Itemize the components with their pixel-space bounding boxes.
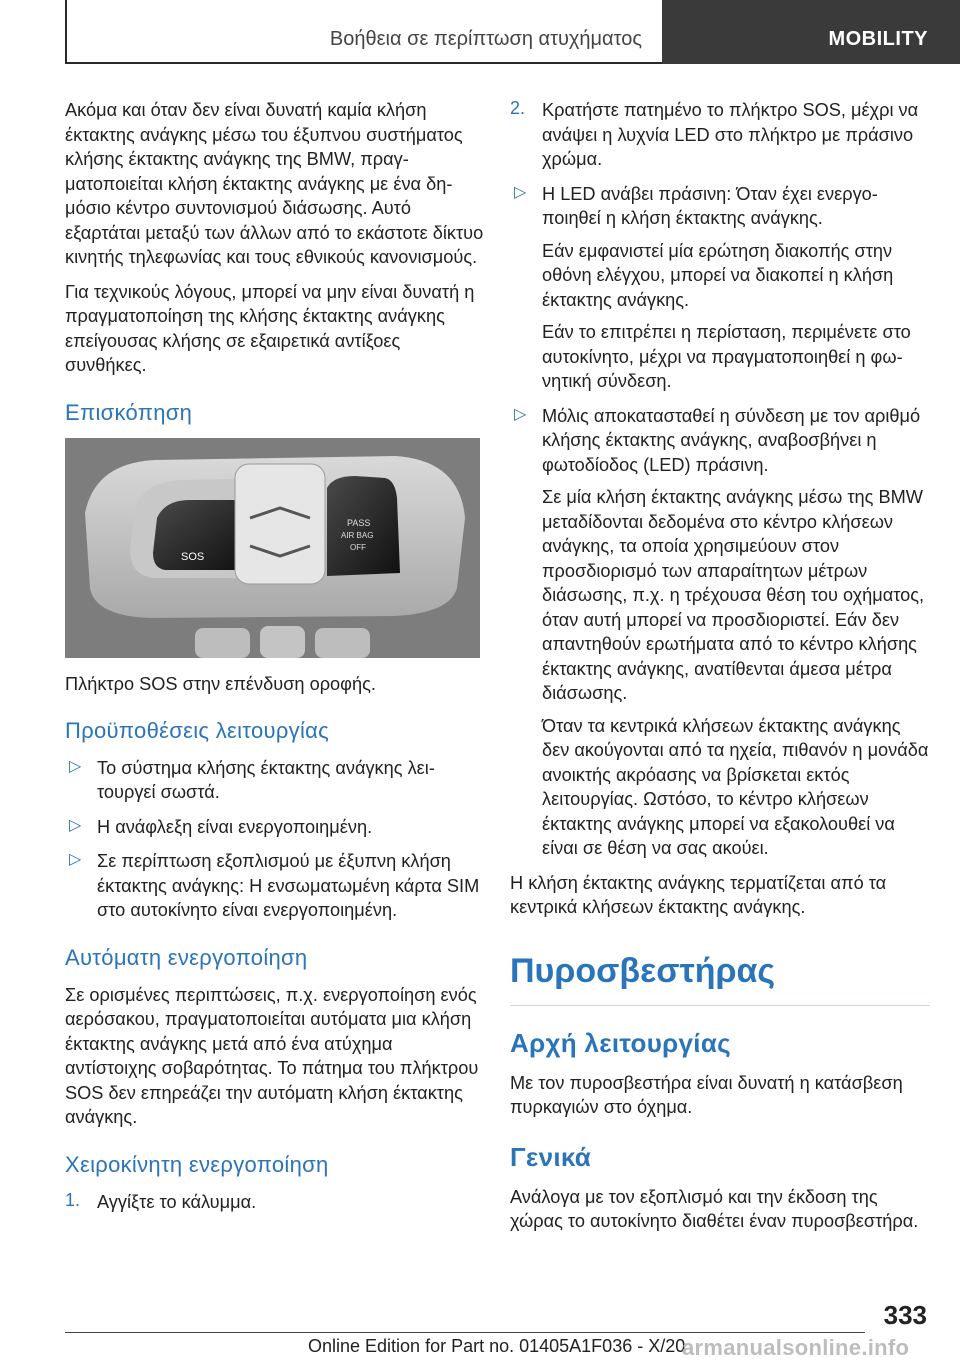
triangle-right-icon: ▷ bbox=[514, 405, 527, 423]
intro-paragraph-1: Ακόμα και όταν δεν είναι δυνατή καμία κλήση έκτακτης ανάγκης μέσω του έξυπνου συστήματος κλήσης έκτακτης ανάγκης της BMW, πραγματοποιείται κλήση έκτακτης ανάγκης με ένα δημόσιο κέντρο συντονισμού διάσωσης. Αυτό εξαρτάται μεταξύ των άλλων από το εκάστοτε δίκτυο κινητής τηλεφωνίας και τους εθνικούς κανονισμούς. bbox=[65, 100, 484, 267]
airbag-label-2: AIR BAG bbox=[341, 530, 374, 540]
heading-extinguisher: Πυροσβεστήρας bbox=[510, 952, 930, 1006]
step-item bbox=[65, 1190, 485, 1215]
heading-general: Γενικά bbox=[510, 1141, 592, 1172]
triangle-right-icon: ▷ bbox=[69, 757, 82, 775]
step-1-text: Αγγίξτε το κάλυμμα. bbox=[97, 1191, 257, 1212]
left-column bbox=[65, 98, 485, 1224]
page-header bbox=[0, 0, 960, 66]
header-frame bbox=[65, 0, 662, 64]
step-item bbox=[510, 98, 930, 172]
speaker-text: Όταν τα κεντρικά κλήσεων έκτακτης ανάγκης δεν ακούγονται από τα ηχεία, πιθανόν η μονάδα ανοικτής ακρόασης να βρίσκεται εκτός λειτουργίας. Ωστόσο, το κέντρο κλήσεων έκτακτης ανάγκης μπορεί να εξακολουθεί να είναι σε θέση να σας ακούει. bbox=[542, 715, 929, 858]
right-column bbox=[510, 98, 930, 1244]
list-item bbox=[65, 849, 485, 923]
triangle-right-icon: ▷ bbox=[69, 851, 82, 868]
list-item bbox=[510, 182, 930, 394]
heading-overview: Επισκόπηση bbox=[65, 399, 193, 425]
heading-prerequisites: Προϋποθέσεις λειτουργίας bbox=[65, 717, 330, 743]
triangle-right-icon: ▷ bbox=[514, 183, 527, 201]
sos-label: SOS bbox=[181, 550, 205, 563]
section-tab-label: MOBILITY bbox=[828, 28, 928, 50]
automatic-text: Σε ορισμένες περιπτώσεις, π.χ. ενεργοποίηση ενός αερόσακου, πραγματοποιείται αυτόματα μια κλήση έκτακτης ανάγκης μετά από ένα ατύχημα αντίστοιχης σοβαρότητας. Το πάτημα του πλήκτρου SOS δεν επηρεάζει την αυτόματη κλήση έκτακτης ανάγκης. bbox=[65, 984, 479, 1127]
step-2-text: Κρατήστε πατημένο το πλήκτρο SOS, μέχρι να ανάψει η λυχνία LED στο πλήκτρο με πράσινο χρώμα. bbox=[542, 100, 919, 169]
list-item bbox=[510, 404, 930, 861]
figure-caption: Πλήκτρο SOS στην επένδυση οροφής. bbox=[65, 673, 376, 694]
principle-text: Με τον πυροσβεστήρα είναι δυνατή η κατάσβεση πυρκαγιών στο όχημα. bbox=[510, 1072, 903, 1117]
prereq-item-1: Το σύστημα κλήσης έκτακτης ανάγκης λειτουργεί σωστά. bbox=[97, 757, 435, 802]
connection-text: Μόλις αποκατασταθεί η σύνδεση με τον αριθμό κλήσης έκτακτης ανάγκης, αναβοσβήνει η φωτοδίοδος (LED) πράσινη. bbox=[542, 405, 921, 475]
cancel-question-text: Εάν εμφανιστεί μία ερώτηση διακοπής στην οθόνη ελέγχου, μπορεί να διακοπεί η κλήση έκτακτης ανάγκης. bbox=[542, 240, 894, 310]
list-item bbox=[65, 756, 485, 805]
heading-manual: Χειροκίνητη ενεργοποίηση bbox=[65, 1151, 329, 1177]
step-number: 2. bbox=[510, 98, 526, 118]
airbag-label-3: OFF bbox=[350, 542, 366, 552]
intro-paragraph-2: Για τεχνικούς λόγους, μπορεί να μην είναι δυνατή η πραγματοποίηση της κλήσης έκτακτης ανάγκης επείγουσας κλήσης σε εξαιρετικά αντίξοες συνθήκες. bbox=[65, 281, 475, 375]
page-number: 333 bbox=[883, 1300, 927, 1330]
step-number: 1. bbox=[65, 1189, 81, 1210]
watermark-logo: armanualsonline.info bbox=[682, 1335, 910, 1360]
section-tab[interactable] bbox=[662, 0, 960, 64]
heading-automatic: Αυτόματη ενεργοποίηση bbox=[65, 944, 308, 970]
data-transmission-text: Σε μία κλήση έκτακτης ανάγκης μέσω της BMW μεταδίδονται δεδομένα στο κέντρο κλήσεων ανάγκης, τα οποία χρησιμεύουν στον προσδιορισμό των απαραίτητων μέτρων διάσωσης, π.χ. η τρέχουσα θέση του οχήματος, όταν αυτή μπορεί να προσδιοριστεί. Εάν δεν απαντηθούν ερωτήματα από το κέντρο κλήσης έκτακτης ανάγκης, ανατίθενται άμεσα μέτρα διάσωσης. bbox=[542, 487, 925, 703]
heading-principle: Αρχή λειτουργίας bbox=[510, 1027, 731, 1058]
footer-divider bbox=[65, 1332, 865, 1333]
general-text: Ανάλογα με τον εξοπλισμό και την έκδοση της χώρας το αυτοκίνητο διαθέτει έναν πυροσβεστήρα. bbox=[510, 1186, 919, 1231]
list-item bbox=[65, 815, 485, 840]
overhead-console-illustration bbox=[65, 438, 480, 658]
call-end-text: Η κλήση έκτακτης ανάγκης τερματίζεται από τα κεντρικά κλήσεων έκτακτης ανάγκης. bbox=[510, 872, 887, 917]
prereq-item-2: Η ανάφλεξη είναι ενεργοποιημένη. bbox=[97, 816, 373, 837]
chapter-title: Βοήθεια σε περίπτωση ατυχήματος bbox=[329, 28, 642, 50]
triangle-right-icon: ▷ bbox=[69, 816, 82, 834]
edition-text: Online Edition for Part no. 01405A1F036 - X/20 bbox=[308, 1336, 686, 1356]
prereq-item-3: Σε περίπτωση εξοπλισμού με έξυπνη κλήση έκτακτης ανάγκης: Η ενσωματωμένη κάρτα SIM στο αυτοκίνητο είναι ενεργοποιημένη. bbox=[97, 851, 480, 920]
wait-in-car-text: Εάν το επιτρέπει η περίσταση, περιμένετε στο αυτοκίνητο, μέχρι να πραγματοποιηθεί η φωνητική σύνδεση. bbox=[542, 322, 911, 391]
airbag-label-1: PASS bbox=[347, 517, 371, 528]
led-green-text: Η LED ανάβει πράσινη: Όταν έχει ενεργοποιηθεί η κλήση έκτακτης ανάγκης. bbox=[542, 183, 878, 228]
sos-button-photo bbox=[65, 438, 480, 658]
